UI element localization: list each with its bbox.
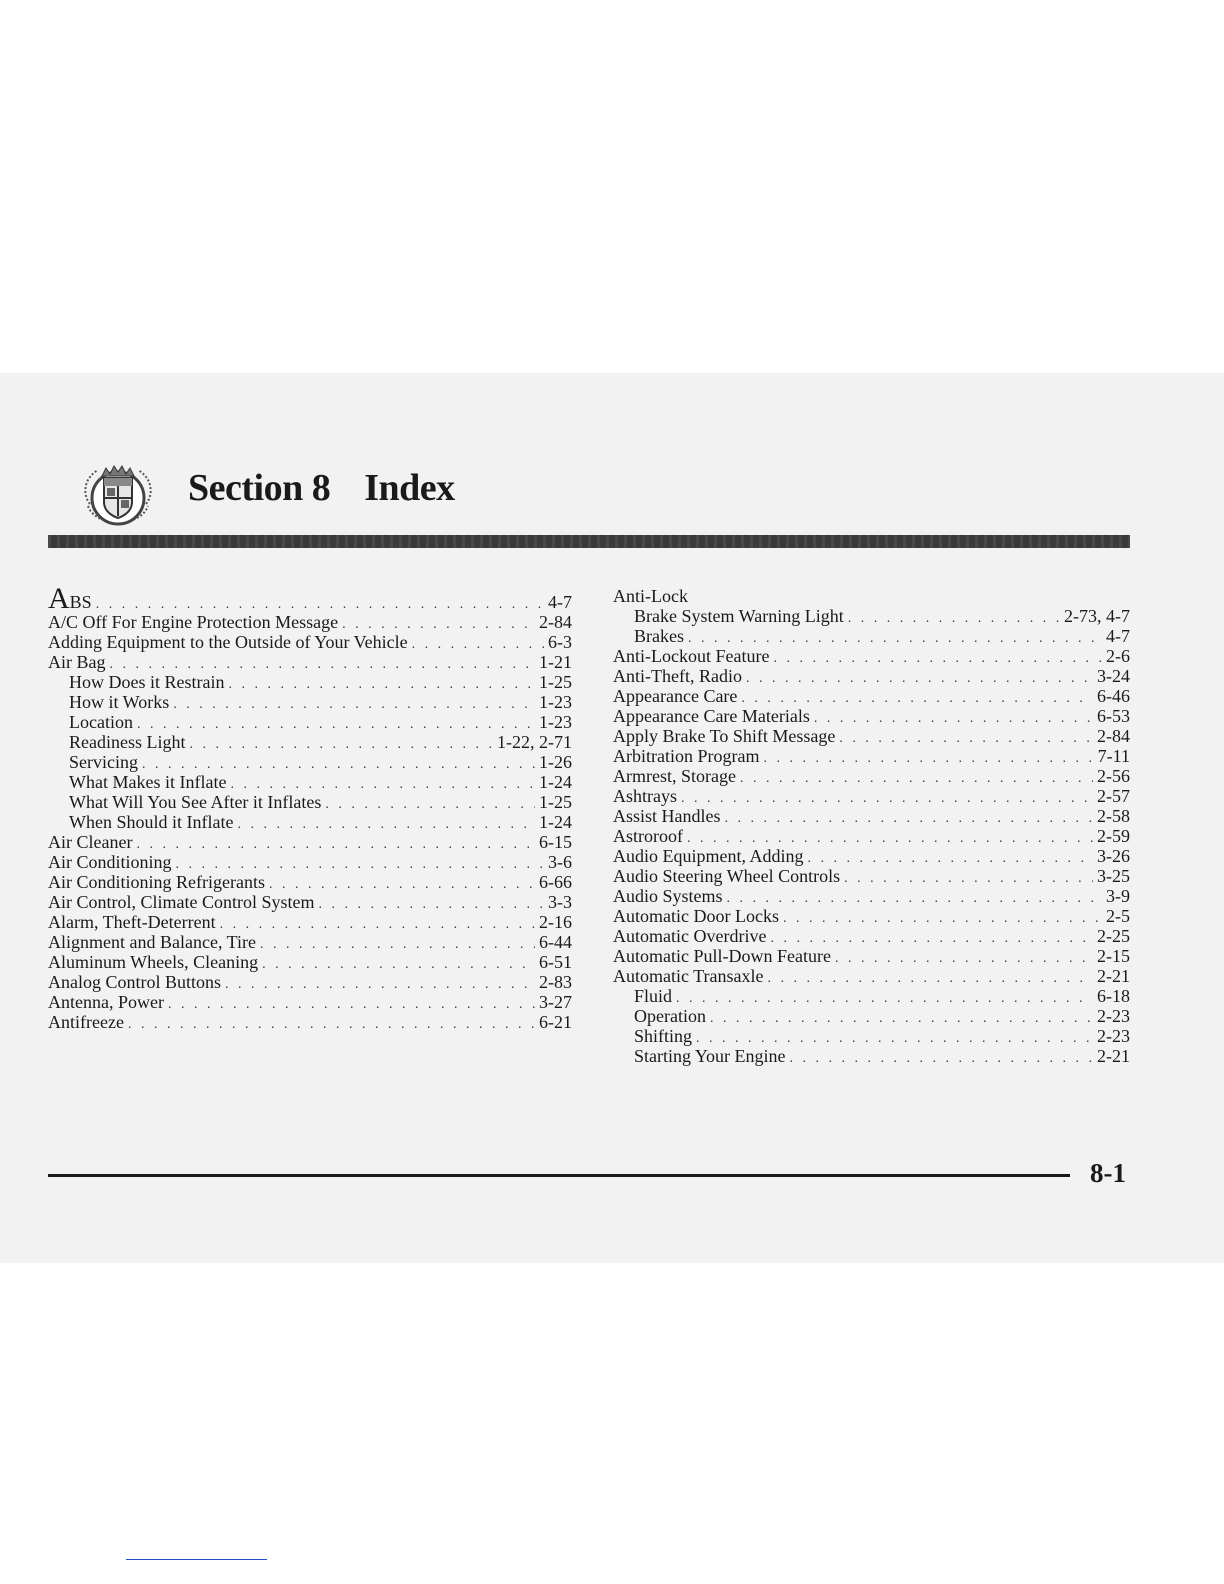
page-title: [188, 466, 455, 510]
dot-leader: [168, 995, 535, 1015]
index-entry-page: 3-25: [1097, 866, 1130, 886]
index-entry-page: 3-27: [539, 992, 572, 1012]
index-entry-page: 1-22, 2-71: [497, 732, 572, 752]
index-entry-page: 2-25: [1097, 926, 1130, 946]
index-entry[interactable]: [613, 766, 1130, 786]
index-entry-label: When Should it Inflate: [69, 812, 234, 832]
dot-leader: [128, 1015, 535, 1035]
index-entry[interactable]: [613, 866, 1130, 886]
index-entry[interactable]: [48, 772, 572, 792]
index-entry-page: 1-21: [539, 652, 572, 672]
index-entry-list: [613, 586, 1130, 1066]
index-entry-label: A/C Off For Engine Protection Message: [48, 612, 339, 632]
index-entry-page: 6-21: [539, 1012, 572, 1032]
index-entry-label: Fluid: [634, 986, 673, 1006]
index-entry-label: Servicing: [69, 752, 138, 772]
index-entry-label: Anti-Lock: [613, 586, 688, 606]
index-entry-page: 2-84: [539, 612, 572, 632]
drop-cap-letter: A: [48, 582, 70, 615]
index-entry-label: Audio Steering Wheel Controls: [613, 866, 841, 886]
index-entry-page: 2-84: [1097, 726, 1130, 746]
index-entry-label: Alarm, Theft-Deterrent: [48, 912, 216, 932]
index-entry[interactable]: [613, 806, 1130, 826]
index-entry-page: 1-26: [539, 752, 572, 772]
index-entry-page: 6-3: [548, 632, 572, 652]
section-name: Index: [364, 467, 455, 509]
index-entry-label: Ashtrays: [613, 786, 677, 806]
dot-leader: [225, 975, 535, 995]
dot-leader: [763, 749, 1093, 769]
index-entry-page: 2-57: [1097, 786, 1130, 806]
index-entry[interactable]: [613, 606, 1130, 626]
index-entry-label: Assist Handles: [613, 806, 721, 826]
dot-leader: [237, 815, 535, 835]
index-entry-label: Operation: [634, 1006, 706, 1026]
index-column-left: [48, 582, 572, 1032]
dot-leader: [137, 715, 535, 735]
index-entry-label: Readiness Light: [69, 732, 186, 752]
index-entry-page: 6-51: [539, 952, 572, 972]
index-entry-label: Air Control, Climate Control System: [48, 892, 315, 912]
index-entry[interactable]: [613, 886, 1130, 906]
index-entry-label: Shifting: [634, 1026, 693, 1046]
index-entry-page: 2-83: [539, 972, 572, 992]
index-entry-label: How Does it Restrain: [69, 672, 225, 692]
index-entry[interactable]: [613, 906, 1130, 926]
index-entry-label: Air Bag: [48, 652, 106, 672]
index-entry-page: 2-56: [1097, 766, 1130, 786]
dot-leader: [228, 675, 535, 695]
index-entry-page: 2-15: [1097, 946, 1130, 966]
dot-leader: [814, 709, 1093, 729]
dot-leader: [844, 869, 1093, 889]
index-entry-list: [48, 612, 572, 1032]
index-entry[interactable]: [613, 726, 1130, 746]
dot-leader: [676, 989, 1093, 1009]
index-entry-page: 6-46: [1097, 686, 1130, 706]
index-entry-page: 2-21: [1097, 1046, 1130, 1066]
index-entry-label: Audio Equipment, Adding: [613, 846, 804, 866]
index-entry-page: 4-7: [1106, 626, 1130, 646]
index-entry-label: Air Cleaner: [48, 832, 133, 852]
index-entry-page: 6-53: [1097, 706, 1130, 726]
index-entry-page: 3-9: [1106, 886, 1130, 906]
index-entry-label: Antifreeze: [48, 1012, 124, 1032]
index-entry-page: 2-59: [1097, 826, 1130, 846]
index-entry-label: Astroroof: [613, 826, 683, 846]
index-entry-page: 2-16: [539, 912, 572, 932]
link-underline[interactable]: [126, 1559, 267, 1560]
index-entry[interactable]: [48, 632, 572, 652]
section-label: Section 8: [188, 467, 331, 509]
index-entry-label: Apply Brake To Shift Message: [613, 726, 836, 746]
index-entry-page: 4-7: [548, 592, 572, 612]
index-entry[interactable]: [613, 746, 1130, 766]
index-entry-page: 2-6: [1106, 646, 1130, 666]
dot-leader: [262, 955, 535, 975]
index-entry-page: 3-26: [1097, 846, 1130, 866]
index-entry[interactable]: [48, 672, 572, 692]
index-entry-page: 2-23: [1097, 1006, 1130, 1026]
index-entry-page: 3-6: [548, 852, 572, 872]
dot-leader: [808, 849, 1094, 869]
index-entry[interactable]: [613, 786, 1130, 806]
index-entry-page: 2-73, 4-7: [1064, 606, 1130, 626]
index-entry-label: Air Conditioning: [48, 852, 172, 872]
index-entry-page: 3-24: [1097, 666, 1130, 686]
dot-leader: [790, 1049, 1093, 1066]
dot-leader: [325, 795, 535, 815]
index-entry[interactable]: [613, 626, 1130, 646]
index-entry-label: Brakes: [634, 626, 684, 646]
index-entry[interactable]: [613, 1046, 1130, 1066]
index-entry[interactable]: [613, 1026, 1130, 1046]
index-entry-page: 7-11: [1097, 746, 1130, 766]
cadillac-crest-icon: [76, 458, 160, 534]
index-entry-label: Adding Equipment to the Outside of Your Vehicle: [48, 632, 408, 652]
index-entry-label: Anti-Lockout Feature: [613, 646, 770, 666]
index-entry[interactable]: [48, 992, 572, 1012]
index-entry-label: Aluminum Wheels, Cleaning: [48, 952, 259, 972]
index-entry[interactable]: [48, 932, 572, 952]
index-entry-page: 6-66: [539, 872, 572, 892]
index-entry[interactable]: [48, 832, 572, 852]
index-entry[interactable]: [48, 712, 572, 732]
dot-leader: [173, 695, 535, 715]
index-entry[interactable]: [613, 1006, 1130, 1026]
dot-leader: [839, 729, 1093, 749]
index-entry-label: Automatic Transaxle: [613, 966, 764, 986]
index-entry[interactable]: [613, 946, 1130, 966]
index-entry[interactable]: [48, 952, 572, 972]
index-entry-label: What Makes it Inflate: [69, 772, 227, 792]
page-number: 8-1: [1090, 1158, 1126, 1188]
index-entry-label: How it Works: [69, 692, 170, 712]
index-entry[interactable]: [48, 892, 572, 912]
index-column-right: [613, 586, 1130, 1066]
index-entry-page: 1-25: [539, 672, 572, 692]
dot-leader: [725, 809, 1094, 829]
index-entry-label: [48, 582, 92, 615]
dot-leader: [773, 649, 1102, 669]
index-entry-page: 1-23: [539, 692, 572, 712]
index-entry-page: 1-24: [539, 812, 572, 832]
index-entry[interactable]: [48, 612, 572, 632]
dot-leader: [727, 889, 1102, 909]
footer-rule: [48, 1174, 1070, 1177]
index-entry[interactable]: [613, 706, 1130, 726]
dot-leader: [681, 789, 1093, 809]
index-entry[interactable]: [613, 826, 1130, 846]
index-entry[interactable]: [48, 872, 572, 892]
index-entry-label: Location: [69, 712, 133, 732]
index-entry[interactable]: [613, 686, 1130, 706]
index-entry[interactable]: [48, 652, 572, 672]
index-entry-label: Appearance Care Materials: [613, 706, 810, 726]
index-entry-page: 2-23: [1097, 1026, 1130, 1046]
index-entry[interactable]: [48, 692, 572, 712]
index-entry[interactable]: [613, 586, 1130, 606]
index-entry-page: 3-3: [548, 892, 572, 912]
index-entry-label: Antenna, Power: [48, 992, 164, 1012]
index-entry-label: Audio Systems: [613, 886, 723, 906]
index-entry-label: Armrest, Storage: [613, 766, 736, 786]
dot-leader: [746, 669, 1093, 689]
index-entry-page: 2-58: [1097, 806, 1130, 826]
index-entry-label: Alignment and Balance, Tire: [48, 932, 256, 952]
index-entry-label: Automatic Overdrive: [613, 926, 767, 946]
index-entry-page: 1-23: [539, 712, 572, 732]
index-entry-page: 2-21: [1097, 966, 1130, 986]
index-entry[interactable]: [48, 912, 572, 932]
drop-cap-rest: BS: [69, 592, 92, 612]
dot-leader: [768, 969, 1094, 989]
index-entry-page: 6-15: [539, 832, 572, 852]
index-entry[interactable]: [613, 966, 1130, 986]
index-entry-label: Automatic Door Locks: [613, 906, 779, 926]
index-entry-label: Analog Control Buttons: [48, 972, 222, 992]
index-entry-page: 1-25: [539, 792, 572, 812]
index-entry[interactable]: [48, 812, 572, 832]
dot-leader: [189, 735, 493, 755]
index-entry[interactable]: [48, 732, 572, 752]
dot-leader: [136, 835, 535, 855]
index-entry[interactable]: [48, 582, 572, 615]
index-entry-page: 6-44: [539, 932, 572, 952]
index-entry-label: What Will You See After it Inflates: [69, 792, 322, 812]
index-entry[interactable]: [48, 792, 572, 812]
index-entry-page: 6-18: [1097, 986, 1130, 1006]
dot-leader: [260, 935, 535, 955]
dot-leader: [835, 949, 1093, 969]
index-entry-label: Anti-Theft, Radio: [613, 666, 742, 686]
dot-leader: [319, 895, 545, 915]
index-entry[interactable]: [613, 926, 1130, 946]
header-divider-bar: [48, 535, 1130, 548]
index-entry-label: Brake System Warning Light: [634, 606, 844, 626]
index-entry-label: Automatic Pull-Down Feature: [613, 946, 831, 966]
index-entry-page: 1-24: [539, 772, 572, 792]
dot-leader: [412, 635, 544, 655]
dot-leader: [710, 1009, 1093, 1029]
index-entry-label: Appearance Care: [613, 686, 738, 706]
index-entry[interactable]: [48, 852, 572, 872]
index-entry-label: Starting Your Engine: [634, 1046, 786, 1066]
index-entry[interactable]: [48, 972, 572, 992]
dot-leader: [740, 769, 1093, 789]
index-entry[interactable]: [613, 666, 1130, 686]
dot-leader: [783, 909, 1102, 929]
index-entry[interactable]: [48, 752, 572, 772]
index-entry-label: Air Conditioning Refrigerants: [48, 872, 265, 892]
index-entry[interactable]: [613, 986, 1130, 1006]
dot-leader: [848, 609, 1060, 629]
index-entry[interactable]: [613, 846, 1130, 866]
dot-leader: [220, 915, 535, 935]
index-entry[interactable]: [48, 1012, 572, 1032]
index-entry-label: Arbitration Program: [613, 746, 760, 766]
index-entry[interactable]: [613, 646, 1130, 666]
index-entry-page: 2-5: [1106, 906, 1130, 926]
